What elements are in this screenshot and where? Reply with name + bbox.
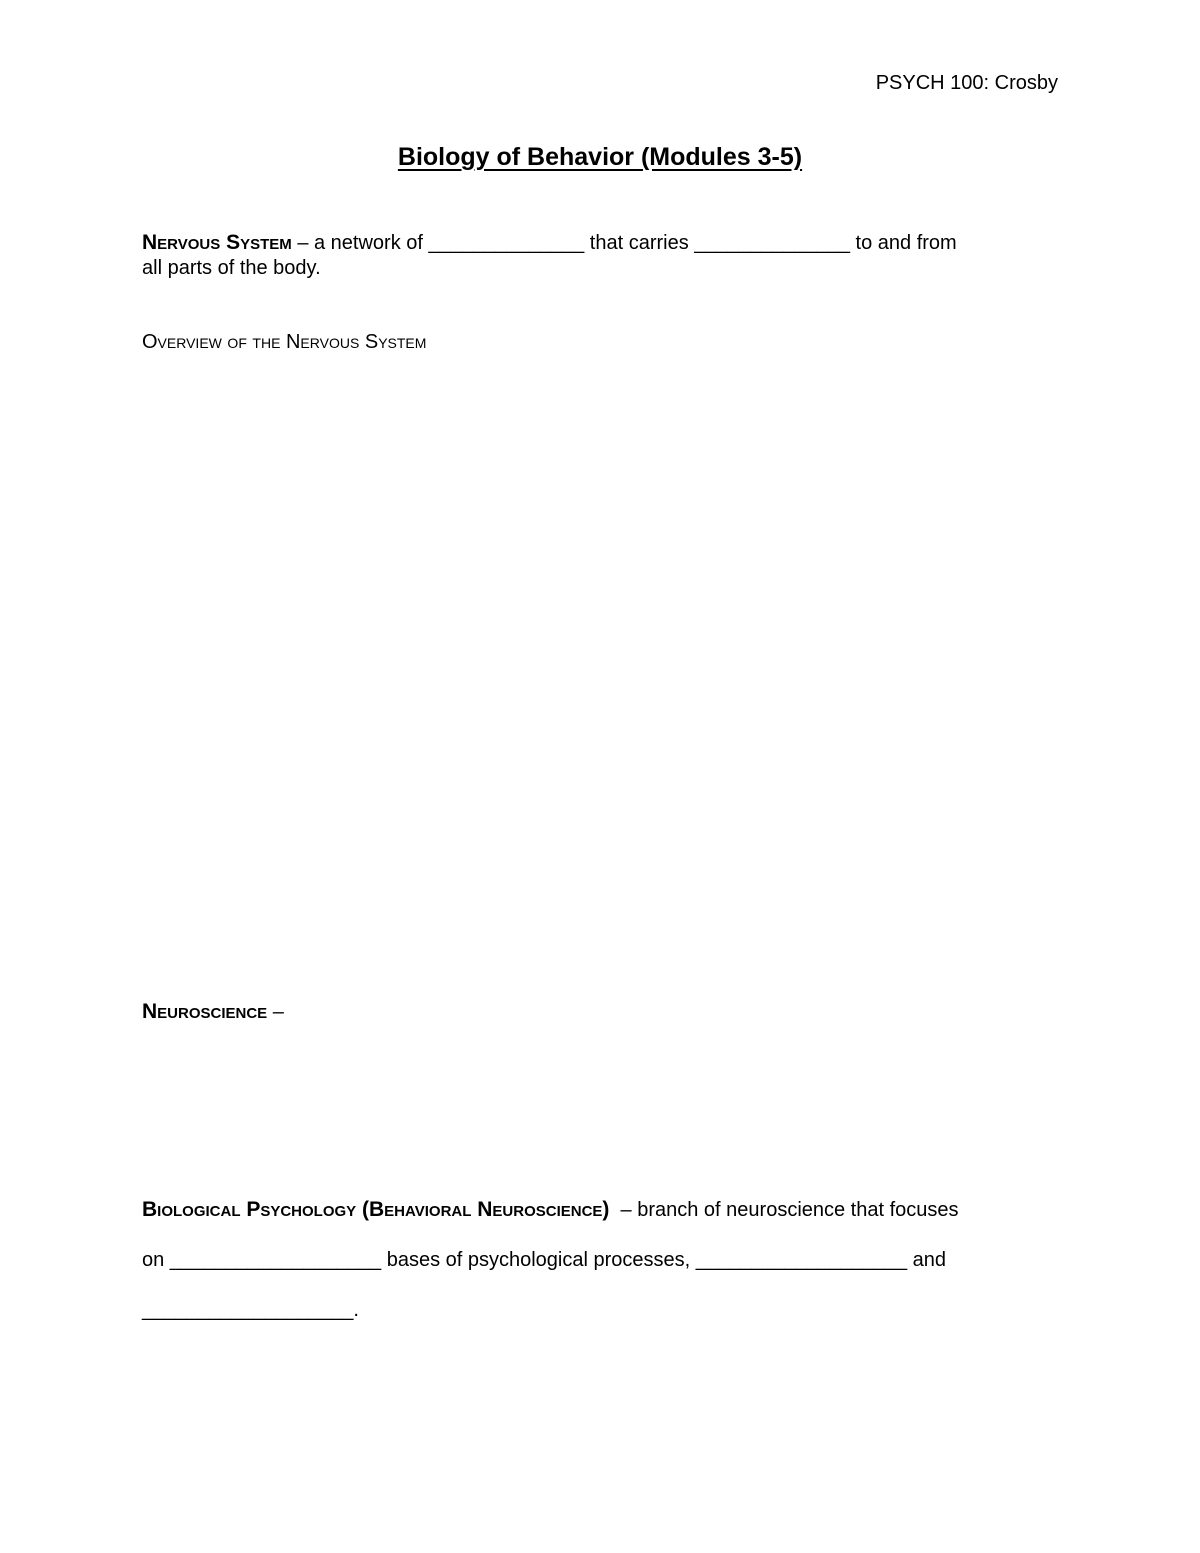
- page-title: Biology of Behavior (Modules 3-5): [397, 143, 803, 171]
- nervous-system-line-1: [142, 230, 1062, 256]
- biological-psychology-term: Biological Psychology (Behavioral Neuroscience): [142, 1198, 610, 1221]
- neuroscience-term: Neuroscience: [142, 1000, 268, 1023]
- neuroscience-definition: [142, 999, 1062, 1025]
- nervous-system-line-2: all parts of the body.: [142, 257, 321, 279]
- overview-section: [142, 330, 1062, 355]
- biological-psychology-line-3: ___________________.: [142, 1299, 359, 1321]
- biological-psychology-line-1: [142, 1197, 1062, 1223]
- course-header: PSYCH 100: Crosby: [875, 72, 1058, 94]
- nervous-system-definition: [142, 230, 1062, 281]
- nervous-system-term: Nervous System: [142, 231, 292, 254]
- biological-psychology-line-2: on ___________________ bases of psychological processes, ___________________ and: [142, 1249, 947, 1271]
- nervous-system-text: – a network of ______________ that carries ______________ to and from: [291, 232, 957, 254]
- overview-heading: Overview of the Nervous System: [142, 331, 427, 353]
- neuroscience-dash: –: [267, 1001, 284, 1023]
- biological-psychology-text: – branch of neuroscience that focuses: [609, 1199, 959, 1221]
- biological-psychology-definition: [142, 1197, 1062, 1323]
